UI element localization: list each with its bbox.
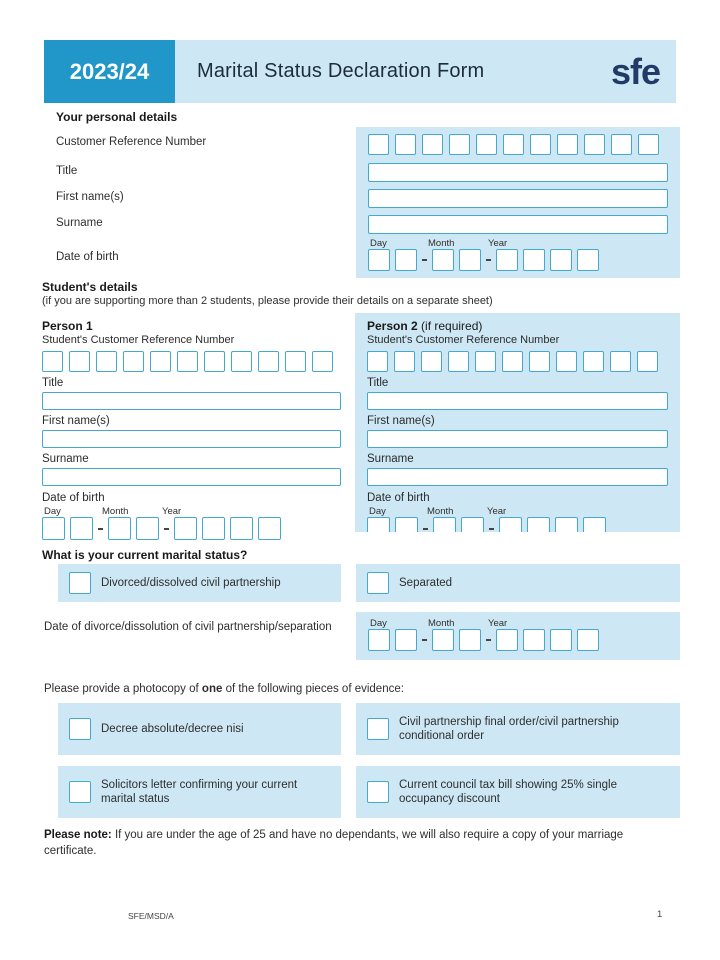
char-box[interactable]: [174, 517, 197, 540]
dmy-labels: Day Month Year: [370, 238, 508, 249]
char-box[interactable]: [556, 351, 577, 372]
char-box[interactable]: [421, 351, 442, 372]
char-box[interactable]: [475, 351, 496, 372]
person2-qualifier: (if required): [417, 319, 483, 333]
option-solicitors-letter[interactable]: Solicitors letter confirming your current marital status: [58, 766, 341, 818]
evidence-intro: Please provide a photocopy of one of the following pieces of evidence:: [44, 683, 404, 695]
person2-first-names-label: First name(s): [367, 415, 435, 427]
char-box[interactable]: [583, 351, 604, 372]
char-box[interactable]: [231, 351, 252, 372]
person2-crn-boxes: [367, 351, 668, 372]
person2-title-field[interactable]: [367, 392, 668, 410]
char-box[interactable]: [577, 249, 599, 271]
person2-dob-label: Date of birth: [367, 492, 430, 504]
char-box[interactable]: [433, 517, 456, 532]
person1-title-label: Title: [42, 377, 64, 389]
option-council-tax-bill[interactable]: Current council tax bill showing 25% single occupancy discount: [356, 766, 680, 818]
year-badge: 2023/24: [44, 40, 175, 103]
char-box[interactable]: [496, 249, 518, 271]
person1-heading: Person 1: [42, 319, 93, 333]
dash-separator: [164, 528, 169, 530]
person1-first-names-field[interactable]: [42, 430, 341, 448]
page-number: 1: [657, 909, 663, 920]
char-box[interactable]: [368, 629, 390, 651]
dob-boxes: [368, 249, 668, 271]
char-box[interactable]: [202, 517, 225, 540]
title-label: Title: [56, 165, 78, 177]
dmy-labels: Day Month Year: [369, 506, 507, 517]
option-civil-partnership-order[interactable]: Civil partnership final order/civil partnership conditional order: [356, 703, 680, 755]
dmy-labels: Day Month Year: [44, 506, 182, 517]
char-box[interactable]: [394, 351, 415, 372]
checkbox-council-tax-bill[interactable]: [367, 781, 389, 803]
checkbox-civil-partnership-order[interactable]: [367, 718, 389, 740]
person1-crn-label: Student's Customer Reference Number: [42, 334, 235, 346]
char-box[interactable]: [395, 517, 418, 532]
char-box[interactable]: [496, 629, 518, 651]
checkbox-divorced[interactable]: [69, 572, 91, 594]
char-box[interactable]: [499, 517, 522, 532]
char-box[interactable]: [638, 134, 659, 155]
char-box[interactable]: [123, 351, 144, 372]
personal-details-panel: [356, 127, 680, 278]
first-names-field[interactable]: [368, 189, 668, 208]
char-box[interactable]: [523, 249, 545, 271]
marital-status-heading: What is your current marital status?: [42, 548, 248, 562]
char-box[interactable]: [432, 629, 454, 651]
char-box[interactable]: [449, 134, 470, 155]
char-box[interactable]: [527, 517, 550, 532]
students-details-note: (if you are supporting more than 2 students, please provide their details on a separate sheet): [42, 295, 493, 307]
char-box[interactable]: [285, 351, 306, 372]
sfe-logo: sfe: [610, 50, 660, 92]
person2-panel: [355, 313, 680, 532]
char-box[interactable]: [448, 351, 469, 372]
char-box[interactable]: [577, 629, 599, 651]
char-box[interactable]: [395, 134, 416, 155]
char-box[interactable]: [550, 629, 572, 651]
title-field[interactable]: [368, 163, 668, 182]
students-details-heading: Student's details: [42, 280, 138, 294]
person1-surname-field[interactable]: [42, 468, 341, 486]
person2-surname-label: Surname: [367, 453, 414, 465]
checkbox-solicitors-letter[interactable]: [69, 781, 91, 803]
char-box[interactable]: [136, 517, 159, 540]
dash-separator: [489, 528, 494, 530]
char-box[interactable]: [69, 351, 90, 372]
dash-separator: [98, 528, 103, 530]
char-box[interactable]: [476, 134, 497, 155]
char-box[interactable]: [637, 351, 658, 372]
first-names-label: First name(s): [56, 191, 124, 203]
divorce-date-label: Date of divorce/​dissolution of civil partnership/​separation: [44, 621, 332, 633]
char-box[interactable]: [395, 249, 417, 271]
char-box[interactable]: [422, 134, 443, 155]
dob-label: Date of birth: [56, 251, 119, 263]
person1-crn-boxes: [42, 351, 341, 372]
char-box[interactable]: [70, 517, 93, 540]
char-box[interactable]: [461, 517, 484, 532]
char-box[interactable]: [503, 134, 524, 155]
char-box[interactable]: [312, 351, 333, 372]
char-box[interactable]: [557, 134, 578, 155]
person1-column: [42, 313, 341, 546]
char-box[interactable]: [42, 351, 63, 372]
crn-boxes: [368, 134, 668, 155]
person2-surname-field[interactable]: [367, 468, 668, 486]
surname-label: Surname: [56, 217, 103, 229]
char-box[interactable]: [432, 249, 454, 271]
header-band: [44, 40, 676, 103]
dash-separator: [423, 528, 428, 530]
char-box[interactable]: [502, 351, 523, 372]
surname-field[interactable]: [368, 215, 668, 234]
char-box[interactable]: [583, 517, 606, 532]
option-divorced[interactable]: Divorced/dissolved civil partnership: [58, 564, 341, 602]
please-note: Please note: If you are under the age of 25 and have no dependants, we will also require a copy of your marriage certificate.: [44, 829, 624, 857]
char-box[interactable]: [204, 351, 225, 372]
person2-title-label: Title: [367, 377, 389, 389]
form-title: Marital Status Declaration Form: [197, 60, 485, 82]
char-box[interactable]: [258, 351, 279, 372]
char-box[interactable]: [230, 517, 253, 540]
person2-crn-label: Student's Customer Reference Number: [367, 334, 560, 346]
person1-dob-label: Date of birth: [42, 492, 105, 504]
char-box[interactable]: [42, 517, 65, 540]
char-box[interactable]: [367, 351, 388, 372]
char-box[interactable]: [150, 351, 171, 372]
char-box[interactable]: [555, 517, 578, 532]
person2-dob-boxes: [367, 517, 668, 532]
option-separated[interactable]: Separated: [356, 564, 680, 602]
char-box[interactable]: [611, 134, 632, 155]
char-box[interactable]: [584, 134, 605, 155]
dmy-labels: Day Month Year: [370, 618, 508, 629]
crn-label: Customer Reference Number: [56, 136, 207, 148]
char-box[interactable]: [529, 351, 550, 372]
dash-separator: [422, 259, 427, 261]
char-box[interactable]: [550, 249, 572, 271]
char-box[interactable]: [459, 249, 481, 271]
dash-separator: [486, 639, 491, 641]
char-box[interactable]: [368, 134, 389, 155]
divorce-date-panel: [356, 612, 680, 660]
char-box[interactable]: [177, 351, 198, 372]
char-box[interactable]: [610, 351, 631, 372]
char-box[interactable]: [459, 629, 481, 651]
char-box[interactable]: [368, 249, 390, 271]
person1-dob-boxes: [42, 517, 341, 540]
dash-separator: [422, 639, 427, 641]
person2-heading: Person 2 (if required): [367, 319, 483, 333]
char-box[interactable]: [367, 517, 390, 532]
checkbox-separated[interactable]: [367, 572, 389, 594]
char-box[interactable]: [530, 134, 551, 155]
divorce-date-boxes: [368, 629, 668, 651]
char-box[interactable]: [96, 351, 117, 372]
dash-separator: [486, 259, 491, 261]
person1-first-names-label: First name(s): [42, 415, 110, 427]
person1-surname-label: Surname: [42, 453, 89, 465]
form-code: SFE/MSD/A: [128, 911, 174, 921]
option-decree-absolute[interactable]: Decree absolute/decree nisi: [58, 703, 341, 755]
char-box[interactable]: [523, 629, 545, 651]
person1-title-field[interactable]: [42, 392, 341, 410]
checkbox-decree-absolute[interactable]: [69, 718, 91, 740]
char-box[interactable]: [395, 629, 417, 651]
person2-first-names-field[interactable]: [367, 430, 668, 448]
personal-details-heading: Your personal details: [56, 110, 178, 124]
char-box[interactable]: [258, 517, 281, 540]
char-box[interactable]: [108, 517, 131, 540]
